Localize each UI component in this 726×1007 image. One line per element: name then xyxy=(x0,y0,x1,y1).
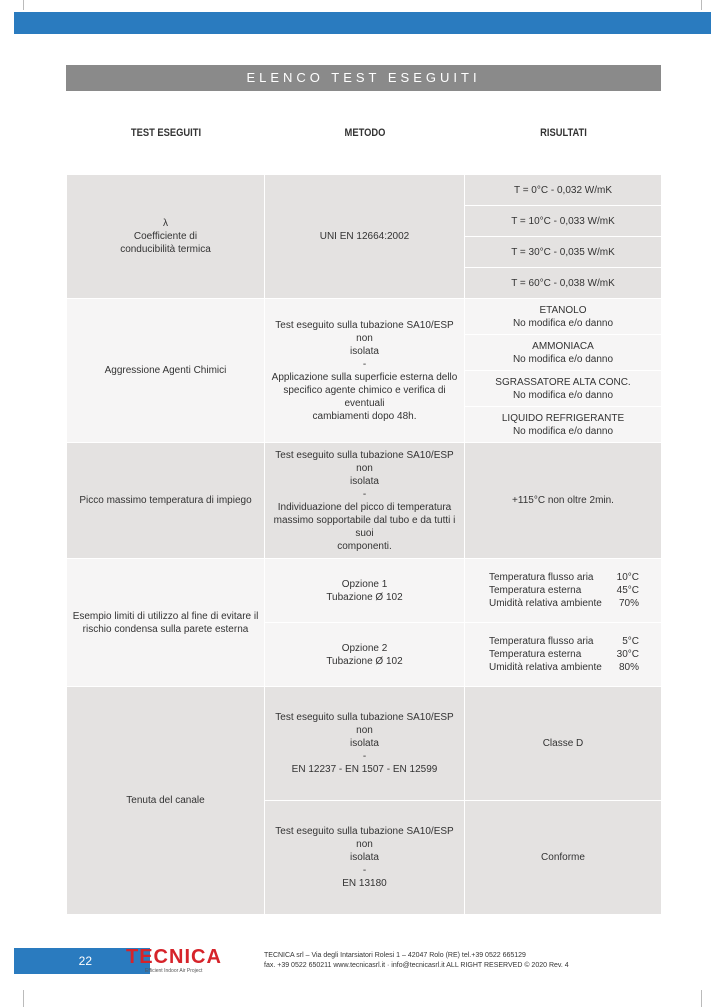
page-number: 22 xyxy=(14,948,150,974)
result: T = 0°C - 0,032 W/mK xyxy=(465,175,662,206)
header-test: TEST ESEGUITI xyxy=(81,92,249,175)
test-name: Tenuta del canale xyxy=(67,687,265,915)
table-row xyxy=(67,687,662,801)
table-row xyxy=(67,175,662,206)
method: Opzione 2 Tubazione Ø 102 xyxy=(265,623,465,687)
header-row xyxy=(67,92,662,175)
result: Classe D xyxy=(465,687,662,801)
test-name: Picco massimo temperatura di impiego xyxy=(67,443,265,559)
method: UNI EN 12664:2002 xyxy=(265,175,465,299)
contact-info xyxy=(264,951,569,971)
contact-line: TECNICA srl – Via degli Intarsiatori Rolesi 1 – 42047 Rolo (RE) tel.+39 0522 665129 xyxy=(264,952,526,959)
test-table xyxy=(66,91,662,915)
result: Temperatura flusso aria 10°C Temperatura esterna 45°C Umidità relativa ambiente 70% xyxy=(465,559,662,623)
result: T = 30°C - 0,035 W/mK xyxy=(465,237,662,268)
result: ETANOLO No modifica e/o danno xyxy=(465,299,662,335)
table-title: ELENCO TEST ESEGUITI xyxy=(66,65,661,91)
result: AMMONIACA No modifica e/o danno xyxy=(465,335,662,371)
contact-line: fax. +39 0522 650211 www.tecnicasrl.it · info@tecnicasrl.it ALL RIGHT RESERVED © 2020 Rev. 4 xyxy=(264,962,569,969)
crop-mark xyxy=(701,990,702,1007)
table-row xyxy=(67,299,662,335)
result: T = 10°C - 0,033 W/mK xyxy=(465,206,662,237)
test-name: Aggressione Agenti Chimici xyxy=(67,299,265,443)
method: Test eseguito sulla tubazione SA10/ESP non isolata - Applicazione sulla superficie esterna dello specifico agente chimico e verifica di eventuali cambiamenti dopo 48h. xyxy=(265,299,465,443)
logo-tagline: Efficient Indoor Air Project xyxy=(145,968,203,974)
header-method: METODO xyxy=(280,92,450,175)
table-row xyxy=(67,559,662,623)
method: Test eseguito sulla tubazione SA10/ESP non isolata - Individuazione del picco di temperatura massimo sopportabile dal tubo e da tutti i suoi componenti. xyxy=(265,443,465,559)
test-name: Esempio limiti di utilizzo al fine di evitare il rischio condensa sulla parete esterna xyxy=(67,559,265,687)
result: Conforme xyxy=(465,801,662,915)
test-name: λ Coefficiente di conducibilità termica xyxy=(67,175,265,299)
result: Temperatura flusso aria 5°C Temperatura esterna 30°C Umidità relativa ambiente 80% xyxy=(465,623,662,687)
crop-mark xyxy=(23,990,24,1007)
crop-mark xyxy=(701,0,702,10)
result: T = 60°C - 0,038 W/mK xyxy=(465,268,662,299)
method: Opzione 1 Tubazione Ø 102 xyxy=(265,559,465,623)
result: LIQUIDO REFRIGERANTE No modifica e/o danno xyxy=(465,407,662,443)
header-results: RISULTATI xyxy=(479,92,646,175)
crop-mark xyxy=(23,0,24,10)
result: +115°C non oltre 2min. xyxy=(465,443,662,559)
result: SGRASSATORE ALTA CONC. No modifica e/o danno xyxy=(465,371,662,407)
method: Test eseguito sulla tubazione SA10/ESP non isolata - EN 12237 - EN 1507 - EN 12599 xyxy=(265,687,465,801)
company-logo: TECNICA xyxy=(126,946,222,968)
table-row xyxy=(67,443,662,559)
top-color-band xyxy=(14,12,711,34)
method: Test eseguito sulla tubazione SA10/ESP non isolata - EN 13180 xyxy=(265,801,465,915)
